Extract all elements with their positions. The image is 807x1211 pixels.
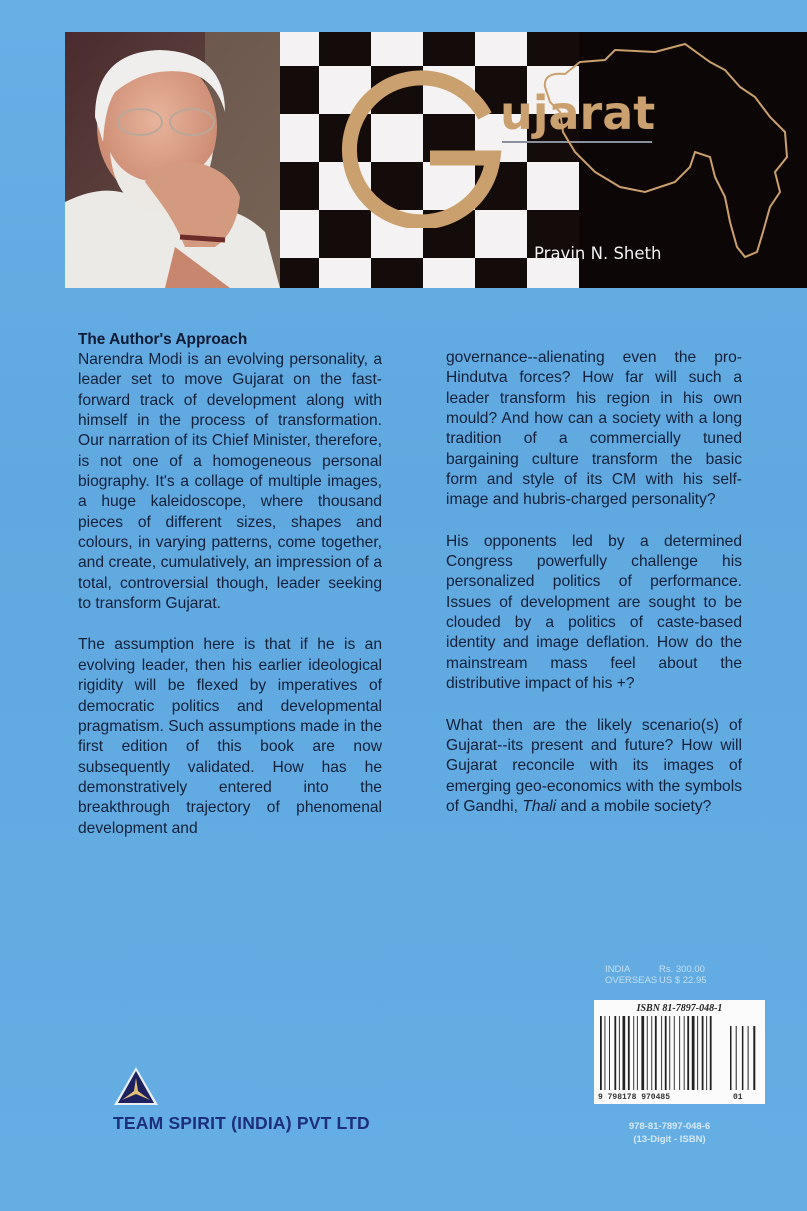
price-block bbox=[605, 964, 707, 986]
barcode-bar bbox=[641, 1016, 644, 1090]
barcode-bar bbox=[633, 1016, 634, 1090]
barcode-bar bbox=[706, 1016, 707, 1090]
barcode-bar bbox=[609, 1016, 610, 1090]
isbn10-text: ISBN 81-7897-048-1 bbox=[636, 1003, 723, 1014]
barcode-bar bbox=[619, 1016, 620, 1090]
barcode bbox=[594, 1000, 765, 1104]
price-india-label: INDIA bbox=[605, 964, 631, 975]
final-text-start: What then are the likely scenario(s) of Gujarat--its present and future? How will Gujarat reconcile with its images of emerging geo-economics with the symbols of Gandhi, bbox=[446, 716, 742, 815]
final-text-italic: Thali bbox=[522, 797, 557, 815]
barcode-addon-digits: 01 bbox=[733, 1093, 743, 1102]
barcode-bar bbox=[710, 1016, 712, 1090]
barcode-bar bbox=[600, 1016, 602, 1090]
isbn13-note: (13-Digit - ISBN) bbox=[633, 1134, 706, 1145]
isbn13-text: 978-81-7897-048-6 bbox=[628, 1121, 711, 1132]
author-name: Pravin N. Sheth bbox=[534, 244, 662, 263]
barcode-bar bbox=[614, 1016, 616, 1090]
barcode-bar bbox=[665, 1016, 667, 1090]
checker-square bbox=[371, 258, 423, 288]
barcode-addon-bar bbox=[742, 1026, 744, 1090]
barcode-bar bbox=[674, 1016, 675, 1090]
publisher-name: TEAM SPIRIT (INDIA) PVT LTD bbox=[113, 1113, 370, 1133]
barcode-bars bbox=[598, 1016, 761, 1096]
barcode-bar bbox=[692, 1016, 695, 1090]
blurb-paragraph: governance--alienating even the pro-Hindutva forces? How far will such a leader transform his region in his own mould? And how can a society with a long tradition of a commercially tuned bargaining culture transform the basic form and style of its CM with his self-image and hubris-charged personality? bbox=[446, 349, 742, 509]
barcode-digits: 9 798178 970485 bbox=[598, 1093, 671, 1102]
price-india-value: Rs. 300.00 bbox=[659, 964, 705, 975]
price-overseas-value: US $ 22.95 bbox=[659, 975, 707, 986]
final-text-end: and a mobile society? bbox=[560, 797, 712, 815]
barcode-bar bbox=[684, 1016, 685, 1090]
barcode-bar bbox=[637, 1016, 638, 1090]
barcode-bar bbox=[647, 1016, 648, 1090]
blurb-right-column bbox=[446, 348, 742, 817]
barcode-bar bbox=[623, 1016, 626, 1090]
blurb-paragraph: Narendra Modi is an evolving personality, a leader set to move Gujarat on the fast-forward track of development along with himself in the process of transformation. Our narration of its Chief Minister, therefore, is not one of a homogeneous personal biography. It's a collage of multiple images, a huge kaleidoscope, where thousand pieces of different sizes, shapes and colours, in varying patterns, come together, and create, cumulatively, an impression of a total, controversial though, leader seeking to transform Gujarat. bbox=[78, 351, 382, 613]
portrait-photo bbox=[65, 32, 280, 288]
barcode-bar bbox=[702, 1016, 704, 1090]
barcode-bar bbox=[697, 1016, 698, 1090]
barcode-addon-bar bbox=[736, 1026, 737, 1090]
publisher-triangle-logo-icon bbox=[113, 1066, 159, 1106]
price-overseas-label: OVERSEAS bbox=[605, 975, 658, 986]
checker-square bbox=[475, 258, 527, 288]
barcode-addon-bar bbox=[753, 1026, 755, 1090]
blurb-paragraph: The assumption here is that if he is an evolving leader, then his earlier ideological rigidity will be flexed by imperatives of democratic politics and developmental pragmatism. Such assumptions made in the first edition of this book are now subsequently validated. How has he demonstratively entered into the breakthrough trajectory of phenomenal development and bbox=[78, 636, 382, 837]
isbn13-block bbox=[612, 1120, 727, 1146]
barcode-bar bbox=[687, 1016, 689, 1090]
barcode-bar bbox=[651, 1016, 652, 1090]
blurb-left-column bbox=[78, 330, 382, 839]
barcode-bar bbox=[669, 1016, 670, 1090]
blurb-paragraph: His opponents led by a determined Congress powerfully challenge his personalized politics of performance. Issues of development are sought to be clouded by a politics of caste-based identity and image deflation. How do the mainstream mass feel about the distributive impact of his +? bbox=[446, 532, 742, 693]
cover-banner bbox=[65, 32, 807, 288]
blurb-heading: The Author's Approach bbox=[78, 331, 248, 348]
barcode-bar bbox=[679, 1016, 680, 1090]
checker-square bbox=[423, 258, 475, 288]
barcode-addon-bar bbox=[730, 1026, 732, 1090]
barcode-bar bbox=[628, 1016, 630, 1090]
barcode-bar bbox=[605, 1016, 606, 1090]
checker-square bbox=[319, 258, 371, 288]
barcode-bar bbox=[661, 1016, 662, 1090]
blurb-paragraph-final bbox=[446, 716, 742, 818]
barcode-bar bbox=[655, 1016, 657, 1090]
barcode-addon-bar bbox=[748, 1026, 749, 1090]
book-title: ujarat bbox=[500, 86, 656, 140]
title-initial-logo bbox=[335, 58, 505, 228]
